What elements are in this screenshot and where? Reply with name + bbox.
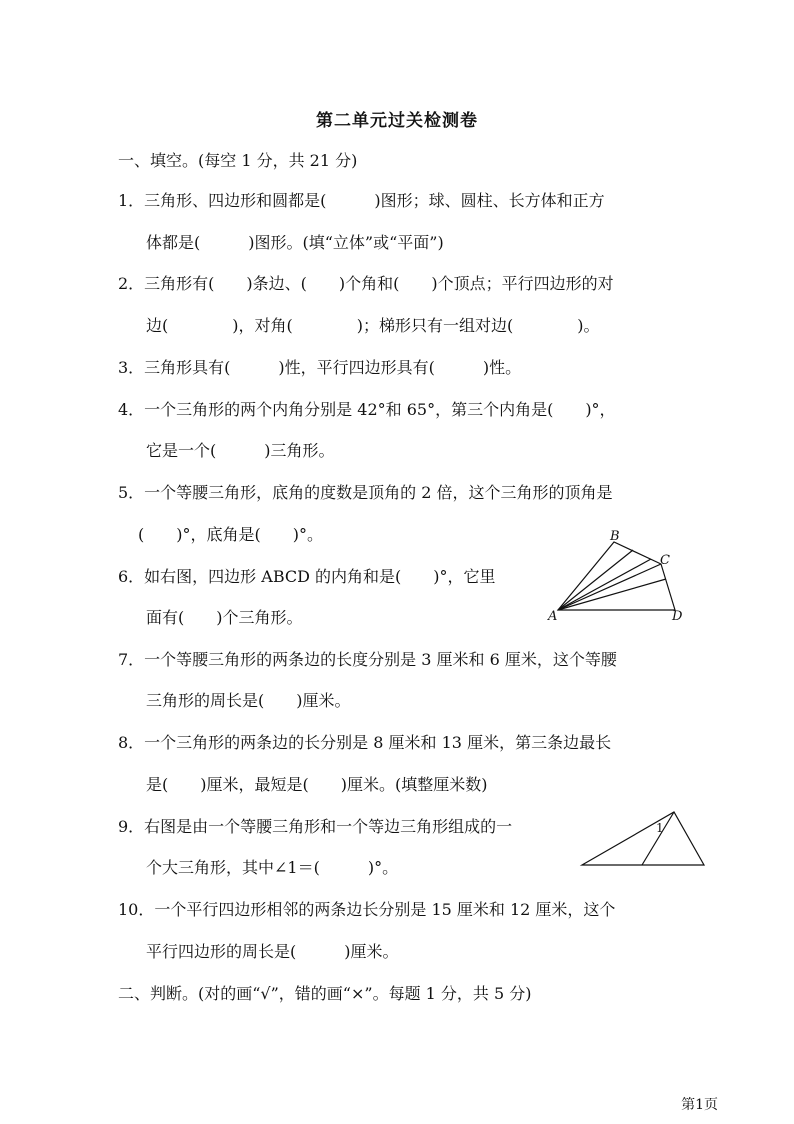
diagonal-ac — [558, 564, 661, 610]
question-9-line-1: 9．右图是由一个等腰三角形和一个等边三角形组成的一 — [118, 817, 513, 836]
vertex-label-a: A — [548, 609, 558, 624]
vertex-label-b: B — [610, 529, 620, 544]
question-4-line-2: 它是一个( )三角形。 — [146, 441, 335, 460]
question-5-line-2: ( )°，底角是( )°。 — [138, 525, 323, 544]
question-7-line-2: 三角形的周长是( )厘米。 — [146, 691, 351, 710]
large-triangle-outline — [582, 812, 704, 865]
vertex-label-d: D — [672, 609, 683, 624]
question-2-line-2: 边( )，对角( )；梯形只有一组对边( )。 — [146, 316, 600, 335]
question-5-line-1: 5．一个等腰三角形，底角的度数是顶角的 2 倍，这个三角形的顶角是 — [118, 483, 613, 502]
question-8-line-1: 8．一个三角形的两条边的长分别是 8 厘米和 13 厘米，第三条边最长 — [118, 733, 612, 752]
dividing-line — [642, 812, 674, 865]
question-10-line-2: 平行四边形的周长是( )厘米。 — [146, 942, 399, 961]
question-2-line-1: 2．三角形有( )条边、( )个角和( )个顶点；平行四边形的对 — [118, 274, 614, 293]
question-1-line-1: 1．三角形、四边形和圆都是( )图形；球、圆柱、长方体和正方 — [118, 191, 605, 210]
question-3-line-1: 3．三角形具有( )性，平行四边形具有( )性。 — [118, 358, 522, 377]
section-heading: 一、填空。(每空 1 分，共 21 分) — [118, 151, 358, 170]
angle-1-label: 1 — [656, 821, 664, 835]
question-9-line-2: 个大三角形，其中∠1＝( )°。 — [146, 858, 399, 877]
question-6-line-2: 面有( )个三角形。 — [146, 608, 303, 627]
question-10-line-1: 10．一个平行四边形相邻的两条边长分别是 15 厘米和 12 厘米，这个 — [118, 900, 616, 919]
question-4-line-1: 4．一个三角形的两个内角分别是 42°和 65°，第三个内角是( )°， — [118, 400, 616, 419]
vertex-label-c: C — [660, 553, 670, 568]
page-number: 第1页 — [681, 1097, 718, 1113]
page-title: 第二单元过关检测卷 — [316, 111, 478, 131]
inner-line-3 — [558, 579, 666, 610]
inner-line-2 — [558, 559, 651, 610]
composite-triangle-figure — [578, 808, 708, 868]
question-8-line-2: 是( )厘米，最短是( )厘米。(填整厘米数) — [146, 775, 488, 794]
question-1-line-2: 体都是( )图形。(填“立体”或“平面”) — [146, 233, 444, 252]
question-6-line-1: 6．如右图，四边形 ABCD 的内角和是( )°，它里 — [118, 567, 496, 586]
quadrilateral-abcd-figure — [548, 528, 688, 624]
question-7-line-1: 7．一个等腰三角形的两条边的长度分别是 3 厘米和 6 厘米，这个等腰 — [118, 650, 617, 669]
inner-line-1 — [558, 550, 633, 610]
section-2-heading: 二、判断。(对的画“√”，错的画“×”。每题 1 分，共 5 分) — [118, 984, 532, 1003]
